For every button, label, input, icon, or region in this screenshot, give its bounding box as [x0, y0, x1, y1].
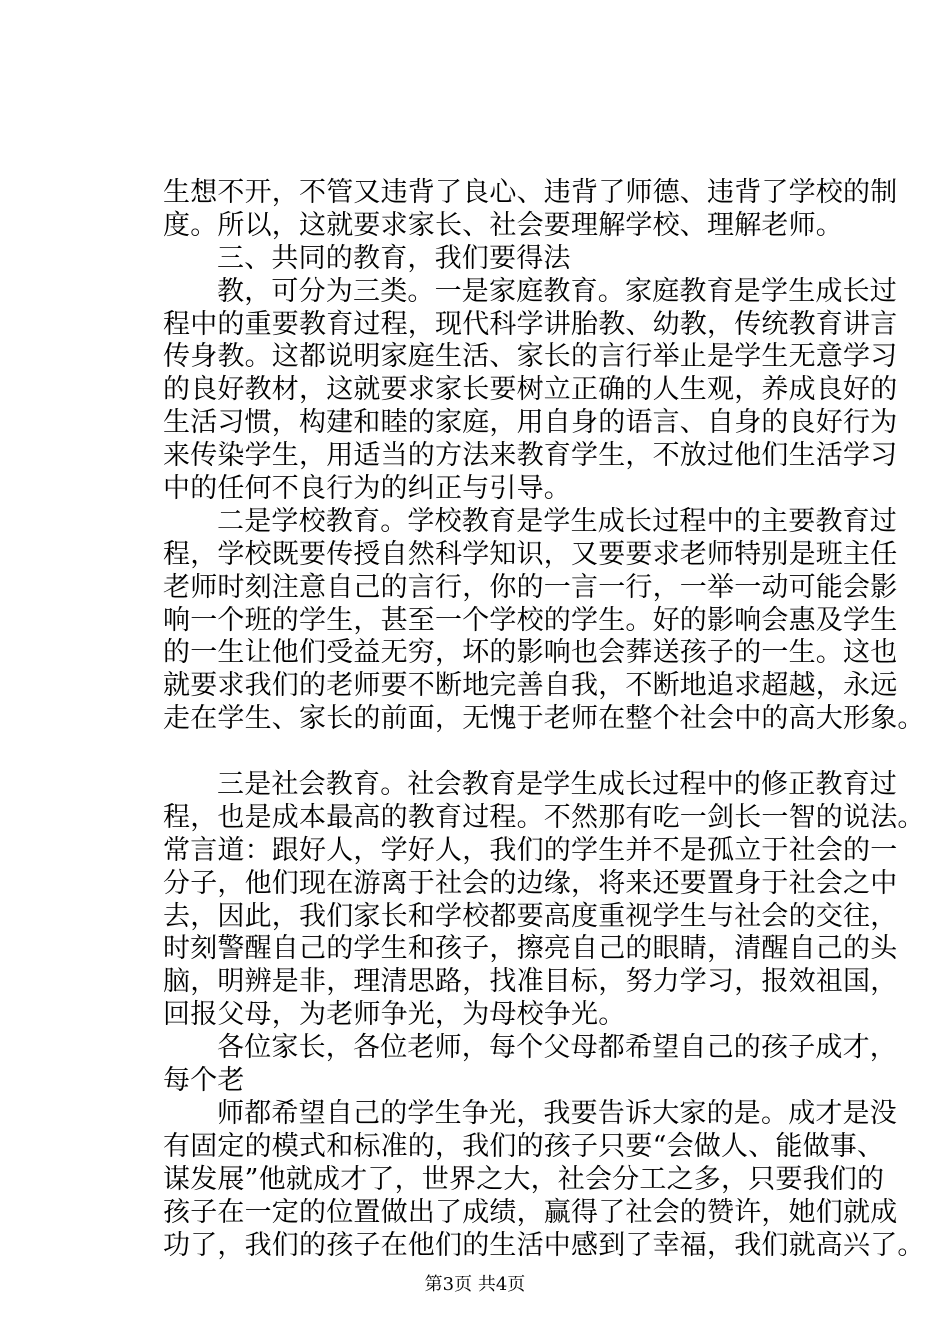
text-line: 三、共同的教育，我们要得法 — [217, 242, 571, 274]
text-line: 有固定的模式和标准的，我们的孩子只要“会做人、能做事、 — [163, 1130, 885, 1162]
text-line: 功了，我们的孩子在他们的生活中感到了幸福，我们就高兴了。 — [163, 1229, 925, 1261]
text-line: 脑，明辨是非，理清思路，找准目标，努力学习，报效祖国， — [163, 966, 898, 998]
text-line: 老师时刻注意自己的言行，你的一言一行，一举一动可能会影 — [163, 571, 898, 603]
text-line: 的良好教材，这就要求家长要树立正确的人生观，养成良好的 — [163, 374, 898, 406]
text-line: 回报父母，为老师争光，为母校争光。 — [163, 999, 626, 1031]
text-line: 生想不开，不管又违背了良心、违背了师德、违背了学校的制 — [163, 177, 898, 208]
text-line: 生活习惯，构建和睦的家庭，用自身的语言、自身的良好行为 — [163, 407, 898, 439]
text-line: 三是社会教育。社会教育是学生成长过程中的修正教育过 — [217, 769, 897, 801]
text-line: 传身教。这都说明家庭生活、家长的言行举止是学生无意学习 — [163, 341, 898, 373]
document-body — [163, 177, 925, 1262]
text-line: 每个老 — [163, 1065, 245, 1097]
text-line: 师都希望自己的学生争光，我要告诉大家的是。成才是没 — [217, 1097, 897, 1129]
text-line: 的一生让他们受益无穷，坏的影响也会葬送孩子的一生。这也 — [163, 637, 898, 669]
text-line: 二是学校教育。学校教育是学生成长过程中的主要教育过 — [217, 505, 897, 537]
blank-line — [163, 736, 843, 769]
text-line: 来传染学生，用适当的方法来教育学生，不放过他们生活学习 — [163, 440, 898, 472]
text-line: 就要求我们的老师要不断地完善自我，不断地追求超越，永远 — [163, 670, 898, 702]
text-line: 中的任何不良行为的纠正与引导。 — [163, 473, 571, 505]
text-line: 程中的重要教育过程，现代科学讲胎教、幼教，传统教育讲言 — [163, 308, 898, 340]
text-line: 各位家长，各位老师，每个父母都希望自己的孩子成才， — [217, 1032, 897, 1064]
text-line: 去，因此，我们家长和学校都要高度重视学生与社会的交往， — [163, 900, 898, 932]
text-line: 常言道：跟好人，学好人，我们的学生并不是孤立于社会的一 — [163, 834, 898, 866]
text-line: 分子，他们现在游离于社会的边缘，将来还要置身于社会之中 — [163, 867, 898, 899]
text-line: 度。所以，这就要求家长、社会要理解学校、理解老师。 — [163, 209, 843, 241]
text-line: 程，学校既要传授自然科学知识，又要要求老师特别是班主任 — [163, 538, 898, 570]
text-line: 程，也是成本最高的教育过程。不然那有吃一剑长一智的说法。 — [163, 801, 925, 833]
text-line: 时刻警醒自己的学生和孩子，擦亮自己的眼睛，清醒自己的头 — [163, 933, 898, 965]
text-line: 教，可分为三类。一是家庭教育。家庭教育是学生成长过 — [217, 275, 897, 307]
text-line: 孩子在一定的位置做出了成绩，赢得了社会的赞许，她们就成 — [163, 1196, 898, 1228]
page-footer: 第3页 共4页 — [424, 1274, 526, 1295]
text-line: 走在学生、家长的前面，无愧于老师在整个社会中的高大形象。 — [163, 703, 925, 735]
text-line: 响一个班的学生，甚至一个学校的学生。好的影响会惠及学生 — [163, 604, 898, 636]
text-line: 谋发展”他就成才了，世界之大，社会分工之多，只要我们的 — [163, 1163, 885, 1195]
